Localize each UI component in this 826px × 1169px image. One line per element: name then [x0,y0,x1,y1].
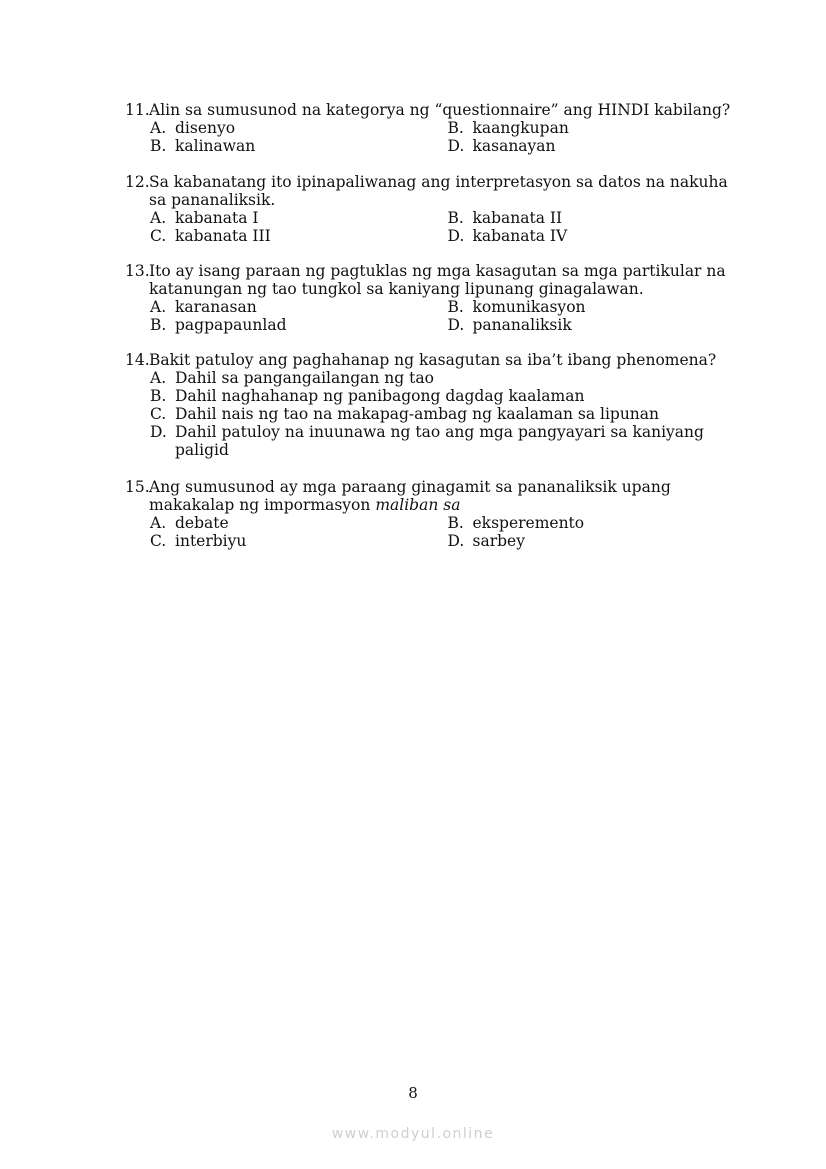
emphasis-text: maliban sa [375,496,461,514]
question-stem [125,351,745,369]
question-number: 13. [125,262,150,280]
option-d[interactable]: D. kabanata IV [447,227,568,245]
question-12 [125,173,745,245]
option-a[interactable]: A. disenyo [150,119,236,137]
option-c[interactable]: C. kabanata III [150,227,271,245]
question-number: 11. [125,101,150,119]
question-15 [125,478,745,550]
question-stem [125,173,745,209]
question-text: Ito ay isang paraan ng pagtuklas ng mga kasagutan sa mga partikular na katanungan ng tao tungkol sa kaniyang lipunang ginagalawan. [149,262,726,298]
option-a[interactable]: A. Dahil sa pangangailangan ng tao [150,369,434,387]
question-number: 12. [125,173,150,191]
option-c[interactable]: C. Dahil nais ng tao na makapag-ambag ng kaalaman sa lipunan [150,405,660,423]
footer-watermark: www.modyul.online [331,1126,495,1142]
option-b[interactable]: B. kabanata II [447,209,563,227]
option-d[interactable]: D. kasanayan [447,137,556,155]
question-14 [125,351,745,459]
question-number: 14. [125,351,150,369]
option-a[interactable]: A. karanasan [150,298,257,316]
options-list [150,369,745,459]
options-grid [150,209,745,245]
option-d[interactable]: D. pananaliksik [447,316,572,334]
option-b[interactable]: B. kaangkupan [447,119,569,137]
question-number: 15. [125,478,150,496]
question-stem [125,478,745,514]
question-13 [125,262,745,334]
question-text: Sa kabanatang ito ipinapaliwanag ang interpretasyon sa datos na nakuha sa pananaliksik. [149,173,728,209]
question-text: Ang sumusunod ay mga paraang ginagamit sa pananaliksik upang makakalap ng impormasyon maliban sa [149,478,671,514]
question-text: Alin sa sumusunod na kategorya ng “questionnaire” ang HINDI kabilang? [149,101,731,119]
option-b[interactable]: B. eksperemento [447,514,585,532]
option-c[interactable]: B. pagpapaunlad [150,316,287,334]
option-a[interactable]: A. debate [150,514,229,532]
option-a[interactable]: A. kabanata I [150,209,259,227]
option-d[interactable]: D. Dahil patuloy na inuunawa ng tao ang mga pangyayari sa kaniyang paligid [150,423,704,459]
options-grid [150,298,745,334]
options-grid [150,119,745,155]
question-text: Bakit patuloy ang paghahanap ng kasagutan sa iba’t ibang phenomena? [149,351,717,369]
option-d[interactable]: D. sarbey [447,532,525,550]
option-b[interactable]: B. komunikasyon [447,298,586,316]
question-stem [125,101,745,119]
question-stem [125,262,745,298]
option-c[interactable]: C. interbiyu [150,532,247,550]
question-11 [125,101,745,155]
page-number: 8 [408,1084,418,1102]
option-b[interactable]: B. Dahil naghahanap ng panibagong dagdag kaalaman [150,387,585,405]
options-grid [150,514,745,550]
option-c[interactable]: B. kalinawan [150,137,256,155]
